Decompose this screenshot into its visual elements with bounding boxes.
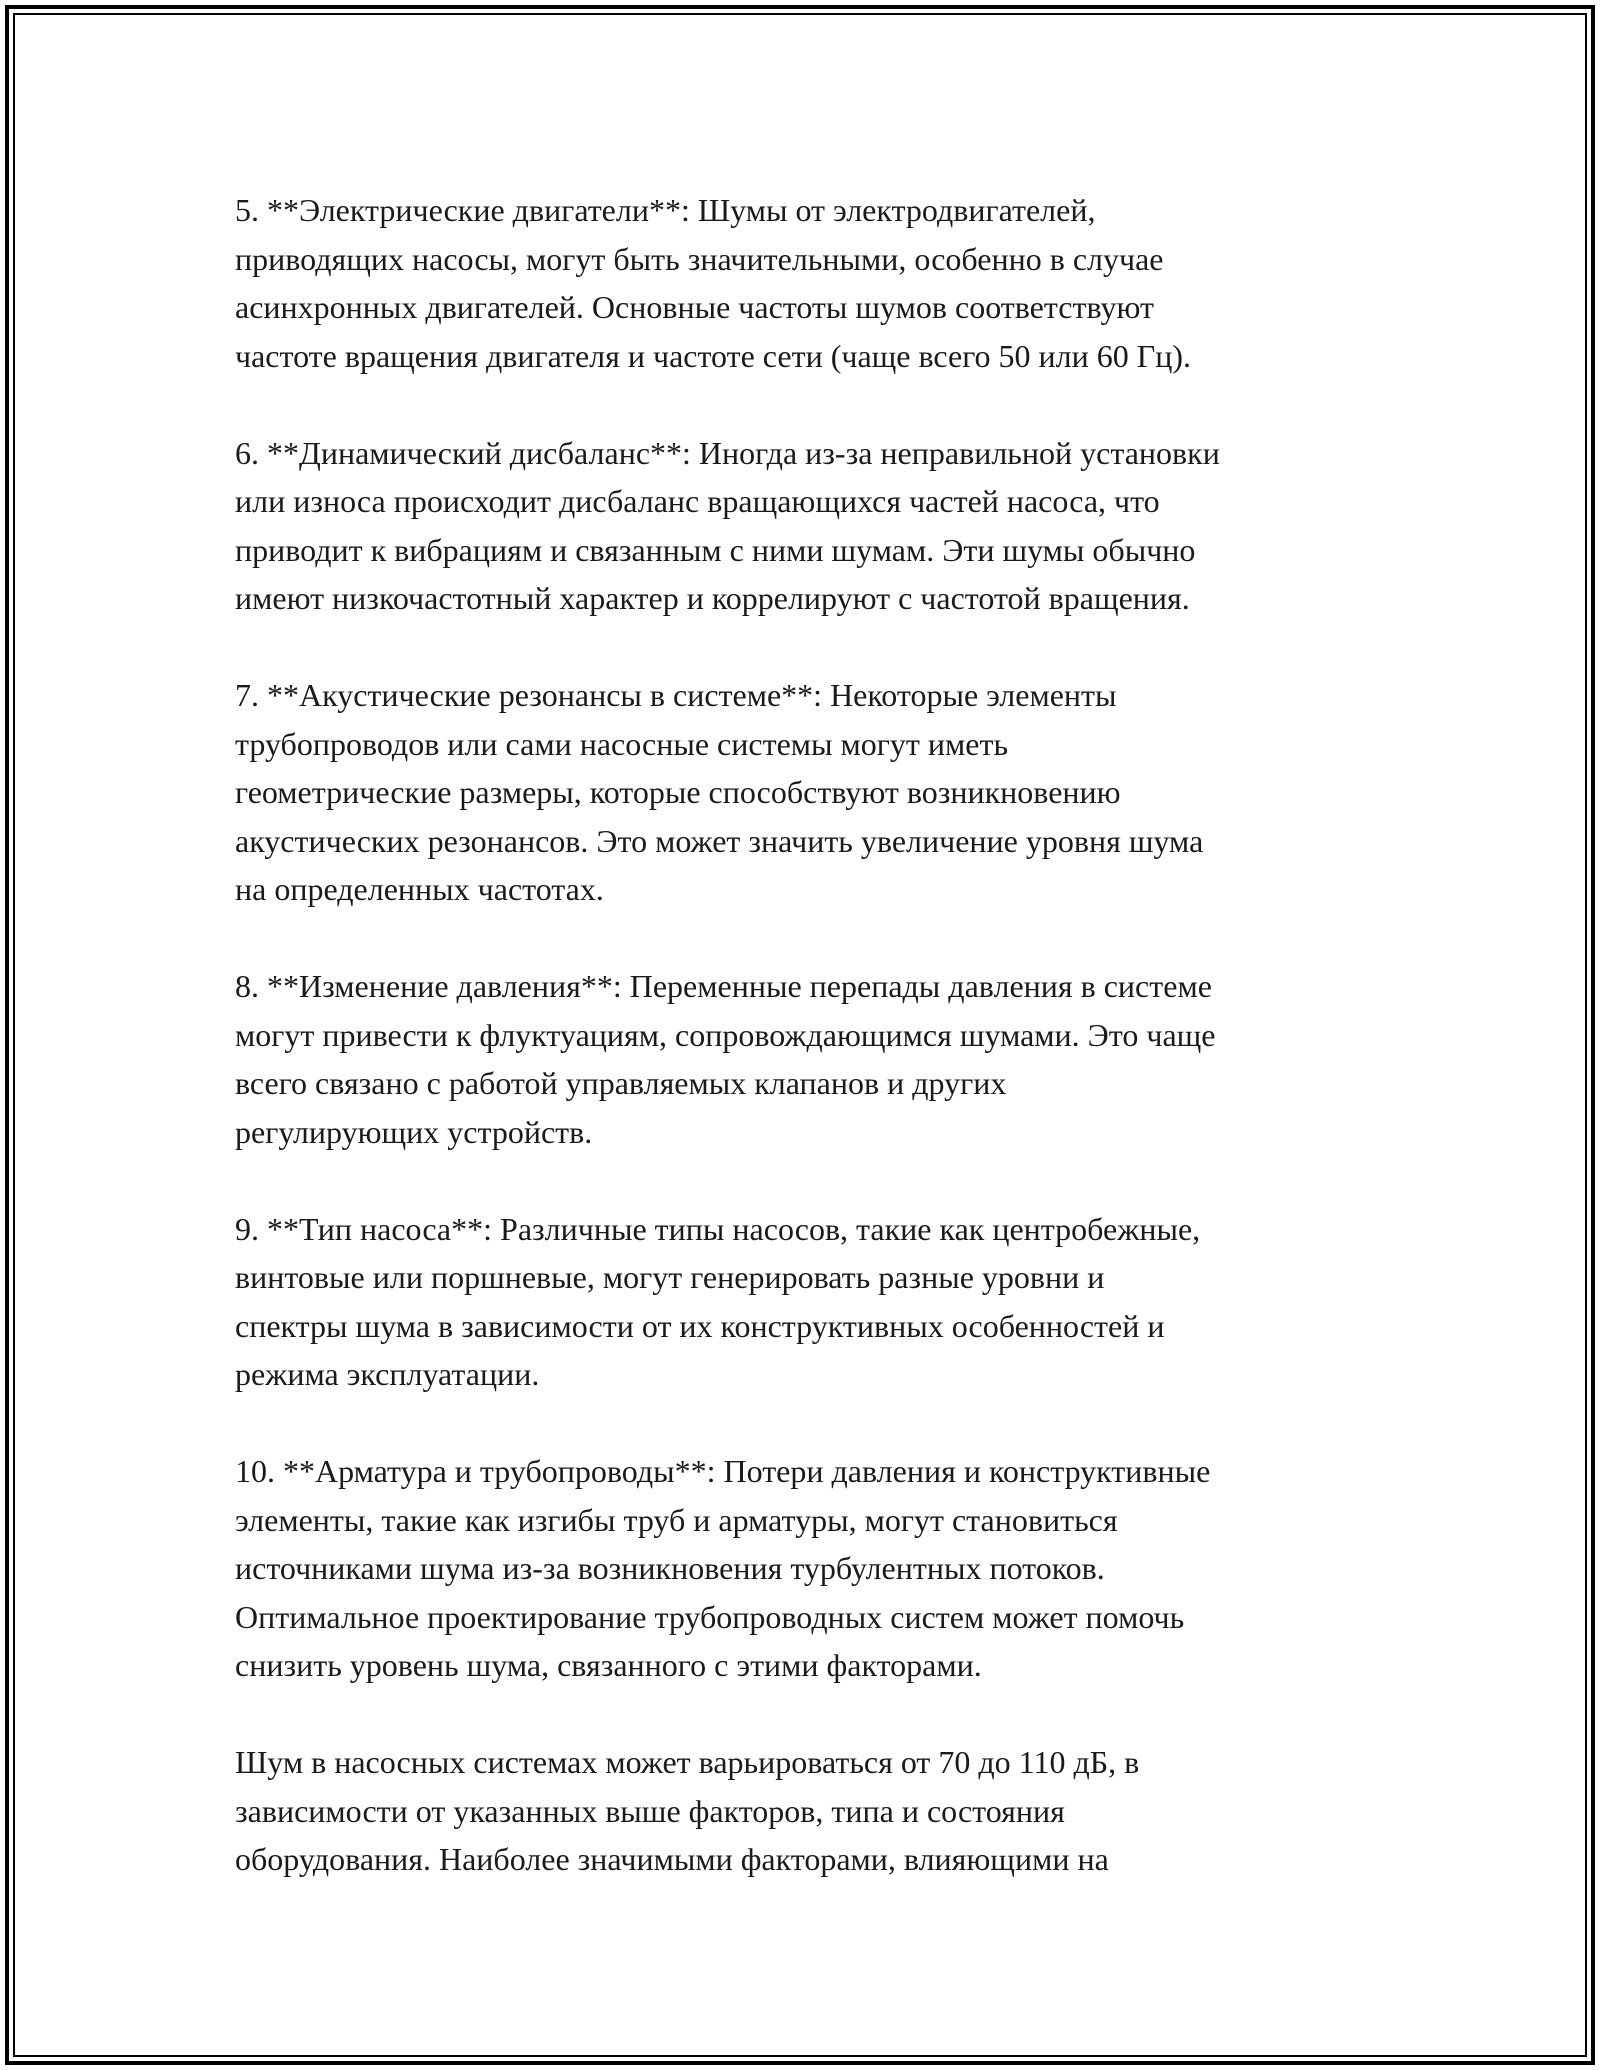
paragraph-item-5: 5. **Электрические двигатели**: Шумы от электродвигателей, приводящих насосы, могут быть значительными, особенно в случае асинхронных двигателей. Основные частоты шумов соответствуют частоте вращения двигателя и частоте сети (чаще всего 50 или 60 Гц). bbox=[235, 192, 1192, 374]
paragraph-summary: Шум в насосных системах может варьироваться от 70 до 110 дБ, в зависимости от указанных выше факторов, типа и состояния оборудования. Наиболее значимыми факторами, влияющими на bbox=[235, 1744, 1140, 1877]
paragraph-item-8: 8. **Изменение давления**: Переменные перепады давления в системе могут привести к флуктуациям, сопровождающимся шумами. Это чаще всего связано с работой управляемых клапанов и других регулирующих устройств. bbox=[235, 968, 1216, 1150]
paragraph-item-9: 9. **Тип насоса**: Различные типы насосов, такие как центробежные, винтовые или поршневые, могут генерировать разные уровни и спектры шума в зависимости от их конструктивных особенностей и режима эксплуатации. bbox=[235, 1210, 1201, 1392]
paragraph-item-10: 10. **Арматура и трубопроводы**: Потери давления и конструктивные элементы, такие как изгибы труб и арматуры, могут становиться источниками шума из-за возникновения турбулентных потоков. Оптимальное проектирование трубопроводных систем может помочь снизить уровень шума, связанного с этими факторами. bbox=[235, 1453, 1211, 1683]
paragraph-item-6: 6. **Динамический дисбаланс**: Иногда из-за неправильной установки или износа происходит дисбаланс вращающихся частей насоса, что приводит к вибрациям и связанным с ними шумам. Эти шумы обычно имеют низкочастотный характер и коррелируют с частотой вращения. bbox=[235, 434, 1220, 616]
document-body bbox=[235, 186, 1375, 1884]
paragraph-item-7: 7. **Акустические резонансы в системе**: Некоторые элементы трубопроводов или сами насосные системы могут иметь геометрические размеры, которые способствуют возникновению акустических резонансов. Это может значить увеличение уровня шума на определенных частотах. bbox=[235, 677, 1204, 907]
